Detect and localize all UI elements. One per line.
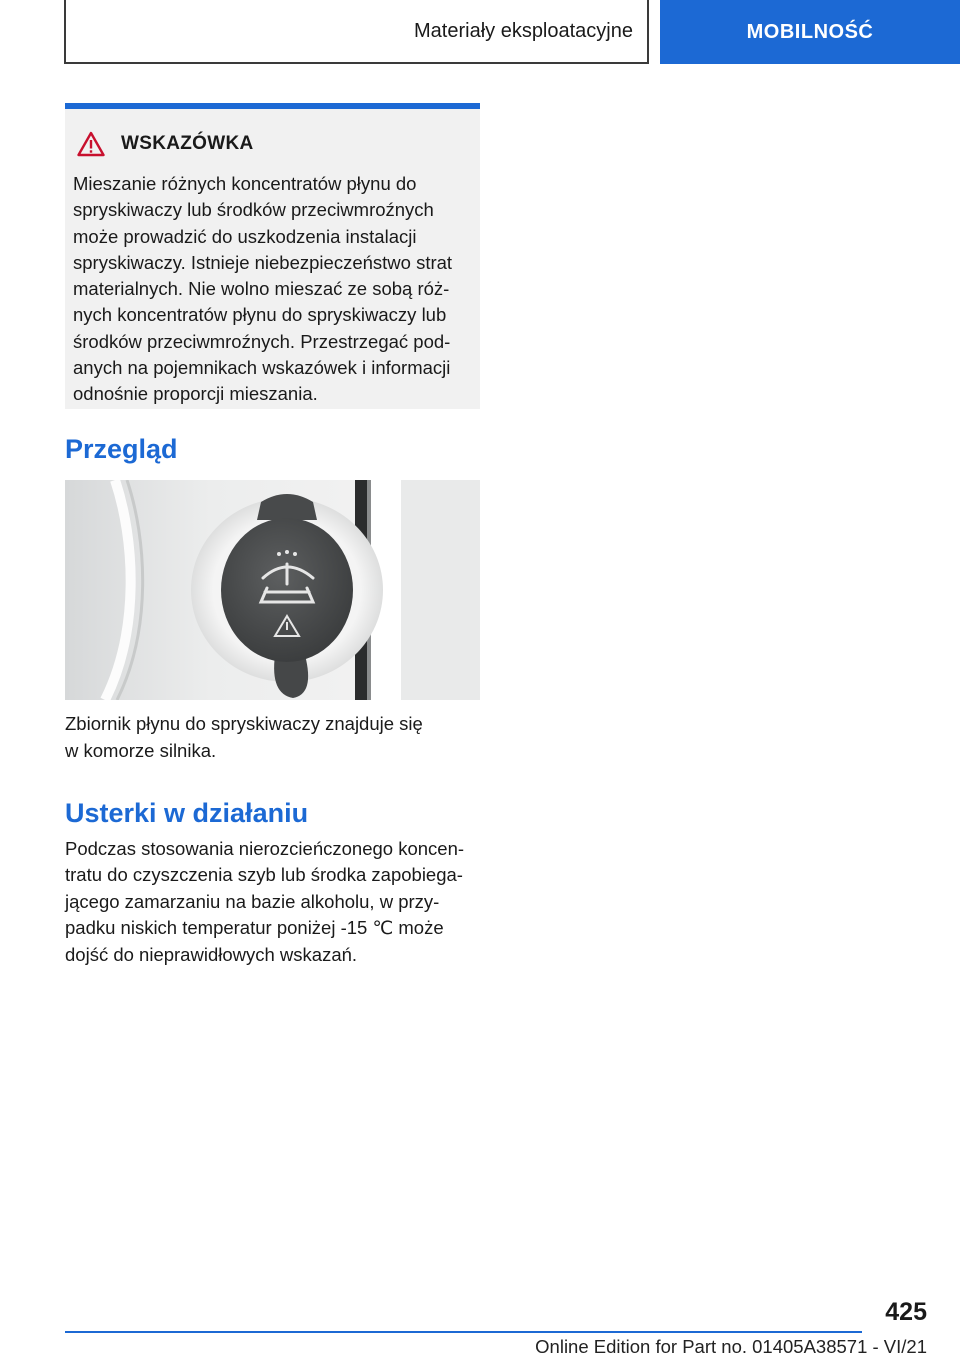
caption-line: w komorze silnika. <box>65 739 217 761</box>
warning-line: anych na pojemnikach wskazówek i informacji <box>73 357 451 379</box>
section-title: Materiały eksploatacyjne <box>414 19 633 42</box>
footer-divider <box>65 1331 862 1333</box>
paragraph-line: padku niskich temperatur poniżej -15 ℃ może <box>65 917 444 939</box>
paragraph-line: jącego zamarzaniu na bazie alkoholu, w przy- <box>65 890 440 912</box>
warning-triangle-icon <box>77 131 105 157</box>
warning-notice <box>65 103 480 409</box>
figure-caption <box>65 711 423 764</box>
chapter-title: MOBILNOŚĆ <box>746 20 874 43</box>
caption-line: Zbiornik płynu do spryskiwaczy znajduje się <box>65 713 423 734</box>
warning-line: spryskiwaczy. Istnieje niebezpieczeństwo strat <box>73 251 453 273</box>
malfunctions-paragraph <box>65 836 464 968</box>
warning-text <box>73 171 470 408</box>
warning-header <box>73 129 470 159</box>
paragraph-line: Podczas stosowania nierozcieńczonego koncen- <box>65 838 465 859</box>
warning-line: środków przeciwmroźnych. Przestrzegać pod- <box>73 330 451 352</box>
paragraph-line: dojść do nieprawidłowych wskazań. <box>65 943 358 965</box>
warning-line: materialnych. Nie wolno mieszać ze sobą róż- <box>73 278 450 300</box>
running-header-section <box>64 0 649 64</box>
warning-title: WSKAZÓWKA <box>121 133 254 154</box>
warning-line: spryskiwaczy lub środków przeciwmroźnych <box>73 199 434 221</box>
washer-fluid-reservoir-cap-photo <box>65 480 480 700</box>
warning-line: Mieszanie różnych koncentratów płynu do <box>73 173 417 194</box>
heading-overview: Przegląd <box>65 434 178 464</box>
warning-line: nych koncentratów płynu do spryskiwaczy lub <box>73 304 447 326</box>
warning-line: może prowadzić do uszkodzenia instalacji <box>73 225 417 247</box>
chapter-tab <box>660 0 960 64</box>
footer-edition: Online Edition for Part no. 01405A38571 - VI/21 <box>535 1336 927 1357</box>
heading-malfunctions: Usterki w działaniu <box>65 798 309 828</box>
paragraph-line: tratu do czyszczenia szyb lub środka zapobiega- <box>65 864 463 886</box>
page-number: 425 <box>885 1298 927 1326</box>
warning-line: odnośnie proporcji mieszania. <box>73 383 318 405</box>
